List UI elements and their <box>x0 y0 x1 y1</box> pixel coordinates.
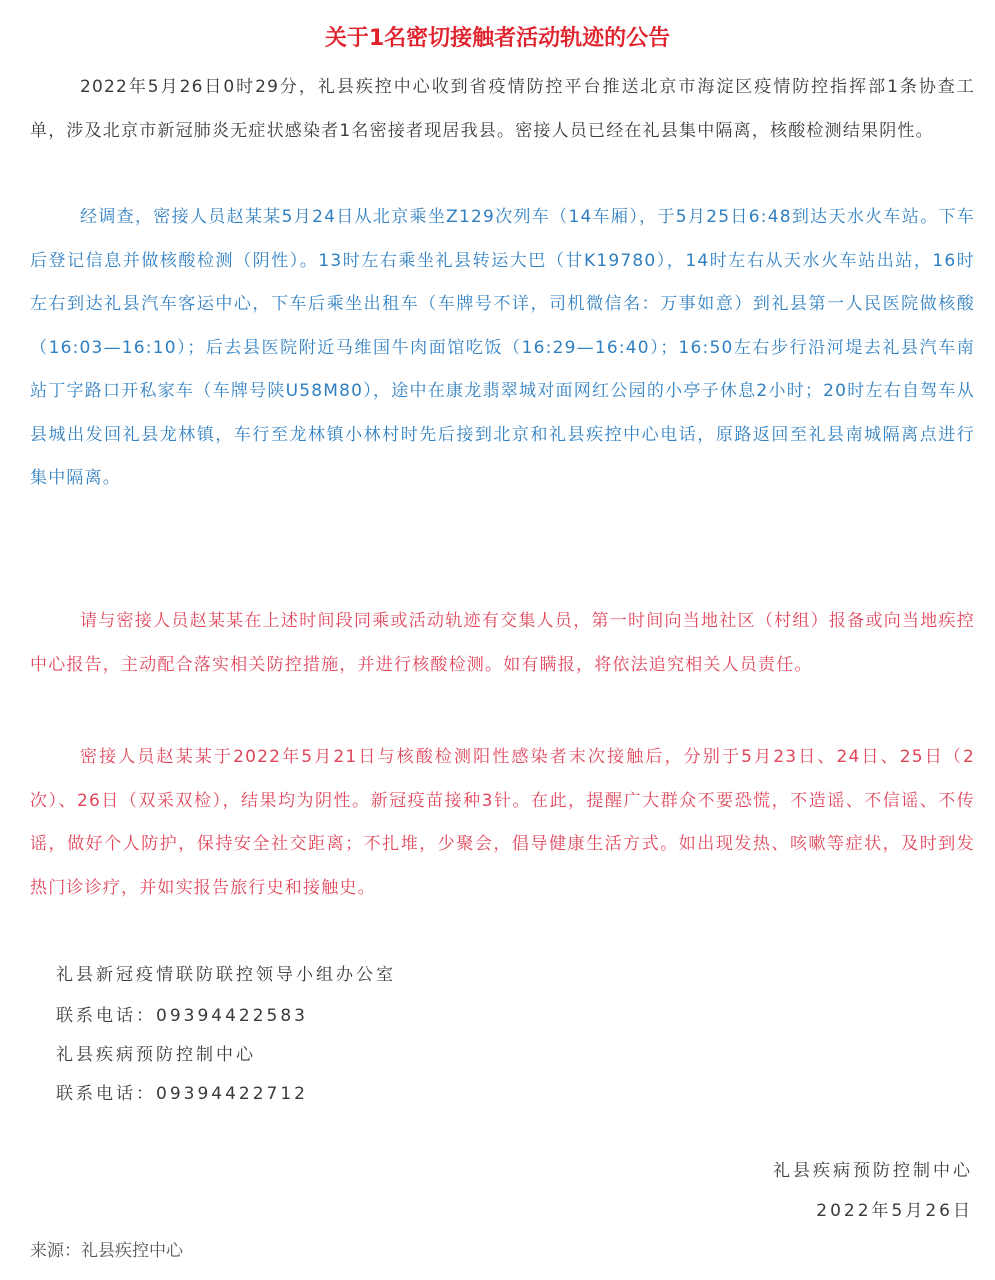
paragraph-test-results-advice: 密接人员赵某某于2022年5月21日与核酸检测阳性感染者末次接触后，分别于5月23日、24日、25日（2次）、26日（双采双检），结果均为阴性。新冠疫苗接种3针。在此，提醒广大群众不要恐慌，不造谣、不信谣、不传谣，做好个人防护，保持安全社交距离；不扎堆，少聚会，倡导健康生活方式。如出现发热、咳嗽等症状，及时到发热门诊诊疗，并如实报告旅行史和接触史。 <box>30 747 975 898</box>
signature-org: 礼县疾病预防控制中心 <box>773 1161 973 1181</box>
signature-date: 2022年5月26日 <box>816 1201 973 1221</box>
contact-cdc-phone: 联系电话：09394422712 <box>56 1084 308 1104</box>
page-title: 关于1名密切接触者活动轨迹的公告 <box>324 25 671 51</box>
contact-office-name: 礼县新冠疫情联防联控领导小组办公室 <box>56 965 396 985</box>
paragraph-notification: 2022年5月26日0时29分，礼县疾控中心收到省疫情防控平台推送北京市海淀区疫情防控指挥部1条协查工单，涉及北京市新冠肺炎无症状感染者1名密接者现居我县。密接人员已经在礼县集中隔离，核酸检测结果阴性。 <box>30 77 975 141</box>
contact-office-phone: 联系电话：09394422583 <box>56 1006 308 1026</box>
paragraph-reporting-request: 请与密接人员赵某某在上述时间段同乘或活动轨迹有交集人员，第一时间向当地社区（村组）报备或向当地疾控中心报告，主动配合落实相关防控措施，并进行核酸检测。如有瞒报，将依法追究相关人员责任。 <box>30 611 975 675</box>
source-label: 来源：礼县疾控中心 <box>30 1241 183 1261</box>
contact-cdc-name: 礼县疾病预防控制中心 <box>56 1045 256 1065</box>
paragraph-investigation-trajectory: 经调查，密接人员赵某某5月24日从北京乘坐Z129次列车（14车厢），于5月25日6:48到达天水火车站。下车后登记信息并做核酸检测（阴性）。13时左右乘坐礼县转运大巴（甘K19780），14时左右从天水火车站出站，16时左右到达礼县汽车客运中心，下车后乘坐出租车（车牌号不详，司机微信名：万事如意）到礼县第一人民医院做核酸（16:03—16:10）；后去县医院附近马维国牛肉面馆吃饭（16:29—16:40）；16:50左右步行沿河堤去礼县汽车南站丁字路口开私家车（车牌号陕U58M80），途中在康龙翡翠城对面网红公园的小亭子休息2小时；20时左右自驾车从县城出发回礼县龙林镇，车行至龙林镇小林村时先后接到北京和礼县疾控中心电话，原路返回至礼县南城隔离点进行集中隔离。 <box>30 207 975 488</box>
